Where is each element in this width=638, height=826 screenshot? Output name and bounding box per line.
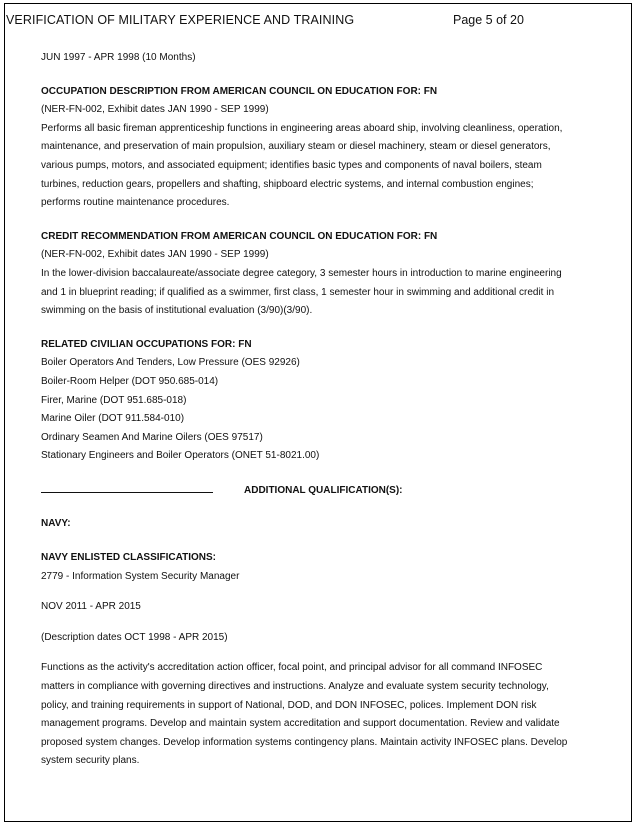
credit-line: In the lower-division baccalaureate/associate degree category, 3 semester hours in introduction to marine engineering — [41, 267, 562, 279]
nec-line: proposed system changes. Develop information systems contingency plans. Maintain activity INFOSEC plans. Develop — [41, 736, 568, 748]
nec-code: 2779 - Information System Security Manager — [41, 570, 240, 582]
civilian-item: Marine Oiler (DOT 911.584-010) — [41, 413, 185, 425]
nec-line: system security plans. — [41, 755, 140, 767]
signature-line — [41, 481, 213, 493]
page-number: Page 5 of 20 — [453, 13, 524, 27]
occupation-line: maintenance, and preservation of main propulsion, auxiliary steam or diesel machinery, steam or diesel generators, — [41, 141, 551, 153]
civilian-heading: RELATED CIVILIAN OCCUPATIONS FOR: FN — [41, 338, 252, 350]
nec-dates: NOV 2011 - APR 2015 — [41, 601, 141, 613]
nec-line: policy, and training requirements in support of National, DOD, and DON INFOSEC, polices. Implement DON risk — [41, 699, 537, 711]
nec-description-dates: (Description dates OCT 1998 - APR 2015) — [41, 631, 228, 643]
civilian-item: Firer, Marine (DOT 951.685-018) — [41, 394, 187, 406]
nec-heading: NAVY ENLISTED CLASSIFICATIONS: — [41, 552, 217, 564]
occupation-line: various pumps, motors, and associated equipment; identifies basic types and components of naval boilers, steam — [41, 159, 542, 171]
civilian-item: Boiler-Room Helper (DOT 950.685-014) — [41, 375, 219, 387]
document-body — [41, 49, 596, 771]
credit-heading: CREDIT RECOMMENDATION FROM AMERICAN COUNCIL ON EDUCATION FOR: FN — [41, 230, 438, 242]
service-dates: JUN 1997 - APR 1998 (10 Months) — [41, 52, 196, 63]
nec-line: management programs. Develop and maintain system accreditation and support documentation. Review and validate — [41, 718, 560, 730]
additional-qualifications-row — [41, 481, 596, 501]
nec-line: matters in compliance with governing directives and instructions. Analyze and evaluate system security technology, — [41, 681, 549, 693]
occupation-line: turbines, reduction gears, propellers and shafting, shipboard electric systems, and internal combustion engines; — [41, 178, 534, 190]
civilian-item: Ordinary Seamen And Marine Oilers (OES 97517) — [41, 431, 263, 443]
occupation-ref: (NER-FN-002, Exhibit dates JAN 1990 - SEP 1999) — [41, 104, 269, 116]
credit-line: and 1 in blueprint reading; if qualified as a swimmer, first class, 1 semester hour in swimming and additional credit in — [41, 286, 555, 298]
occupation-heading: OCCUPATION DESCRIPTION FROM AMERICAN COUNCIL ON EDUCATION FOR: FN — [41, 85, 438, 97]
credit-line: swimming on the basis of institutional evaluation (3/90)(3/90). — [41, 305, 313, 317]
navy-heading: NAVY: — [41, 518, 71, 530]
document-title: VERIFICATION OF MILITARY EXPERIENCE AND TRAINING — [6, 13, 355, 27]
civilian-item: Stationary Engineers and Boiler Operators (ONET 51-8021.00) — [41, 450, 320, 462]
nec-line: Functions as the activity's accreditation action officer, focal point, and principal advisor for all command INFOSEC — [41, 662, 543, 674]
occupation-line: Performs all basic fireman apprenticeship functions in engineering areas aboard ship, involving cleanliness, operation, — [41, 122, 563, 134]
civilian-item: Boiler Operators And Tenders, Low Pressure (OES 92926) — [41, 357, 300, 369]
additional-qualifications-label: ADDITIONAL QUALIFICATION(S): — [244, 484, 403, 496]
occupation-line: performs routine maintenance procedures. — [41, 197, 230, 209]
credit-ref: (NER-FN-002, Exhibit dates JAN 1990 - SEP 1999) — [41, 249, 269, 261]
